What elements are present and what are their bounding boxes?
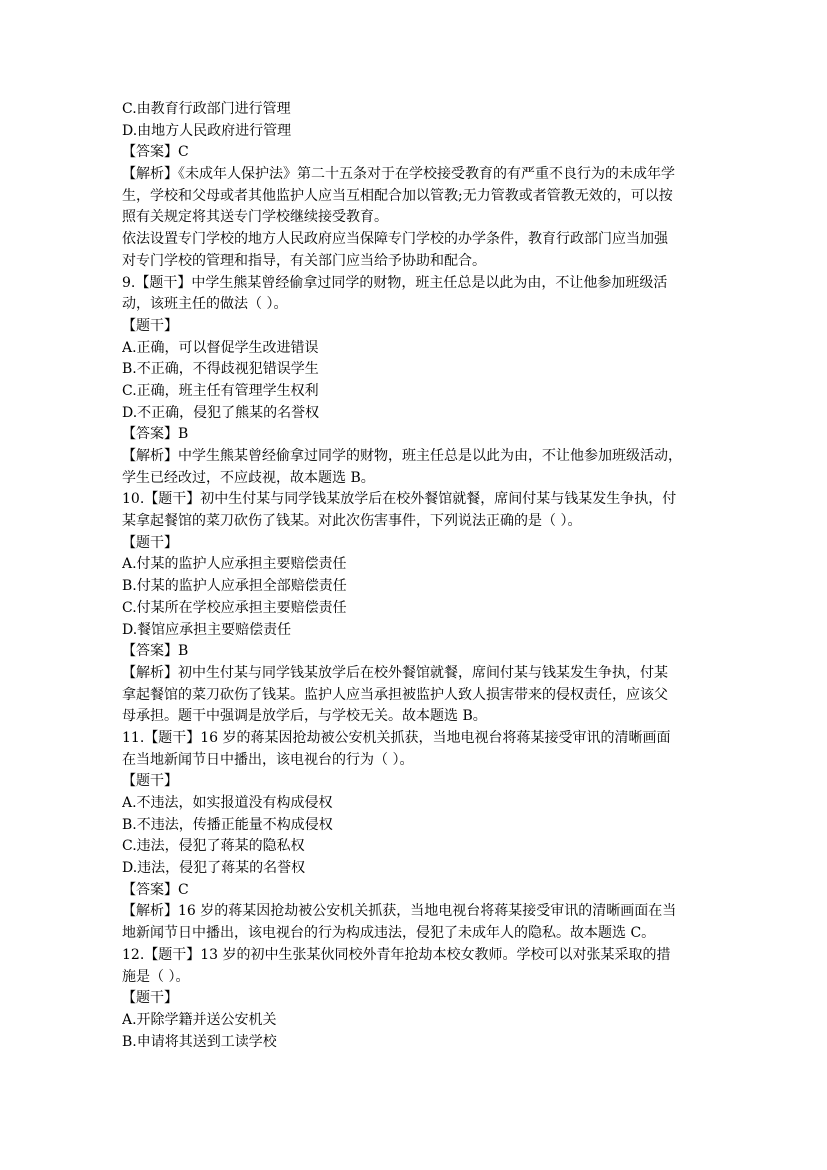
option-d: D.由地方人民政府进行管理 <box>122 122 292 139</box>
analysis-text: 生，学校和父母或者其他监护人应当互相配合加以管教;无力管教或者管教无效的，可以按 <box>122 187 673 204</box>
option-a: A.开除学籍并送公安机关 <box>122 1011 277 1028</box>
option-b: B.不正确，不得歧视犯错误学生 <box>122 361 319 378</box>
question-9-stem: 9.【题干】中学生熊某曾经偷拿过同学的财物，班主任总是以此为由，不让他参加班级活 <box>122 274 668 291</box>
answer: 【答案】C <box>122 881 189 898</box>
option-d: D.违法，侵犯了蒋某的名誉权 <box>122 860 306 877</box>
option-d: D.不正确，侵犯了熊某的名誉权 <box>122 404 320 421</box>
answer: 【答案】B <box>122 426 189 443</box>
option-a: A.不违法，如实报道没有构成侵权 <box>122 795 333 811</box>
option-a: A.付某的监护人应承担主要赔偿责任 <box>122 556 347 573</box>
option-c: C.违法，侵犯了蒋某的隐私权 <box>122 838 305 855</box>
question-9-stem: 动，该班主任的做法（ ）。 <box>122 296 288 313</box>
document-page <box>122 99 707 1053</box>
option-b: B.付某的监护人应承担全部赔偿责任 <box>122 578 347 595</box>
question-12-stem: 施是（ ）。 <box>122 968 190 985</box>
question-10-stem: 10.【题干】初中生付某与同学钱某放学后在校外餐馆就餐，席间付某与钱某发生争执，付 <box>122 491 677 508</box>
option-c: C.付某所在学校应承担主要赔偿责任 <box>122 599 347 616</box>
analysis-text: 地新闻节日中播出，该电视台的行为构成违法，侵犯了未成年人的隐私。故本题选 C。 <box>122 925 656 942</box>
analysis-text: 对专门学校的管理和指导，有关部门应当给予协助和配合。 <box>122 252 486 269</box>
option-d: D.餐馆应承担主要赔偿责任 <box>122 621 292 638</box>
option-a: A.正确，可以督促学生改进错误 <box>122 339 319 356</box>
analysis-text: 依法设置专门学校的地方人民政府应当保障专门学校的办学条件，教育行政部门应当加强 <box>122 231 668 248</box>
stem-label: 【题干】 <box>122 317 178 334</box>
question-11-stem: 11.【题干】16 岁的蒋某因抢劫被公安机关抓获，当地电视台将蒋某接受审讯的清晰画面 <box>122 729 671 746</box>
analysis-text: 【解析】中学生熊某曾经偷拿过同学的财物，班主任总是以此为由，不让他参加班级活动， <box>122 448 682 464</box>
answer: 【答案】B <box>122 643 189 660</box>
question-11-stem: 在当地新闻节日中播出，该电视台的行为（ ）。 <box>122 751 414 768</box>
question-10-stem: 某拿起餐馆的菜刀砍伤了钱某。对此次伤害事件，下列说法正确的是（ ）。 <box>122 513 582 530</box>
option-c: C.正确，班主任有管理学生权利 <box>122 382 319 399</box>
option-c: C.由教育行政部门进行管理 <box>122 101 291 117</box>
stem-label: 【题干】 <box>122 990 178 1007</box>
analysis-text: 学生已经改过，不应歧视，故本题选 B。 <box>122 469 375 486</box>
analysis-text: 【解析】《未成年人保护法》第二十五条对于在学校接受教育的有严重不良行为的未成年学 <box>122 166 675 183</box>
stem-label: 【题干】 <box>122 534 178 551</box>
analysis-text: 拿起餐馆的菜刀砍伤了钱某。监护人应当承担被监护人致人损害带来的侵权责任，应该父 <box>122 686 668 703</box>
analysis-text: 母承担。题干中强调是放学后，与学校无关。故本题选 B。 <box>122 708 487 725</box>
option-b: B.申请将其送到工读学校 <box>122 1033 277 1050</box>
analysis-text: 照有关规定将其送专门学校继续接受教育。 <box>122 209 388 226</box>
question-12-stem: 12.【题干】13 岁的初中生张某伙同校外青年抢劫本校女教师。学校可以对张某采取的措 <box>122 946 671 963</box>
option-b: B.不违法，传播正能量不构成侵权 <box>122 816 333 833</box>
stem-label: 【题干】 <box>122 773 178 790</box>
analysis-text: 【解析】初中生付某与同学钱某放学后在校外餐馆就餐，席间付某与钱某发生争执，付某 <box>122 664 668 681</box>
answer: 【答案】C <box>122 144 189 161</box>
analysis-text: 【解析】16 岁的蒋某因抢劫被公安机关抓获，当地电视台将蒋某接受审讯的清晰画面在当 <box>122 903 677 920</box>
